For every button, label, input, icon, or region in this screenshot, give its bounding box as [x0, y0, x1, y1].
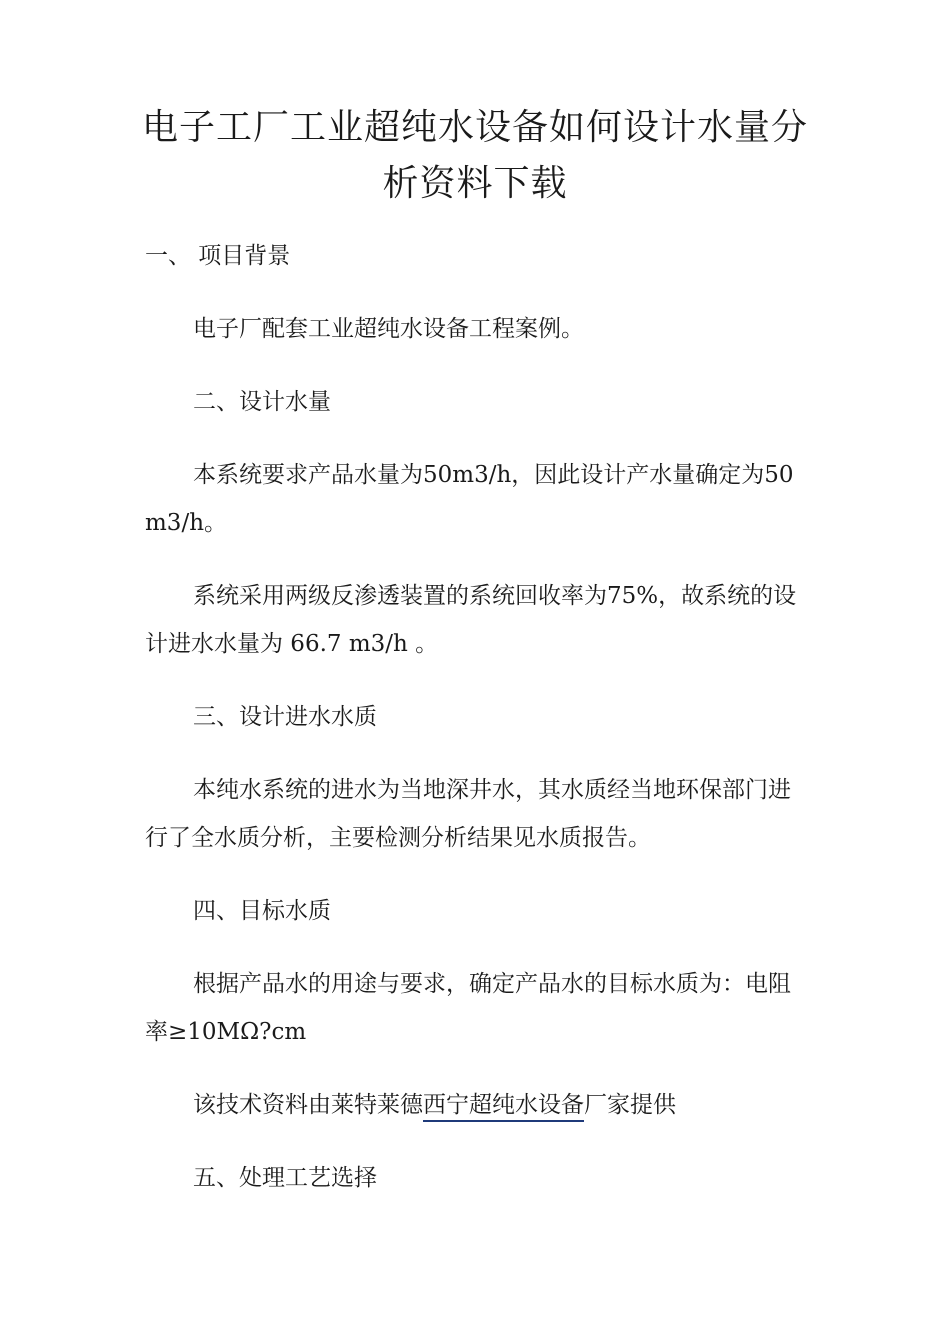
section-5-heading: 五、处理工艺选择 — [193, 1165, 377, 1191]
section-1-heading: 一、 项目背景 — [145, 243, 291, 269]
section-2-paragraph-2-line-1: 系统采用两级反渗透装置的系统回收率为75%，故系统的设 — [193, 583, 797, 609]
document-title — [120, 100, 830, 212]
section-2-paragraph-1-line-1: 本系统要求产品水量为50m3/h，因此设计产水量确定为50 — [193, 462, 794, 488]
section-3-paragraph-line-2: 行了全水质分析，主要检测分析结果见水质报告。 — [145, 825, 651, 851]
section-3-paragraph-line-1: 本纯水系统的进水为当地深井水，其水质经当地环保部门进 — [193, 777, 791, 803]
source-suffix: 厂家提供 — [584, 1092, 676, 1118]
manufacturer-link[interactable]: 西宁超纯水设备 — [423, 1092, 584, 1122]
section-3-heading: 三、设计进水水质 — [193, 704, 377, 730]
section-2-paragraph-1-line-2: m3/h。 — [145, 510, 228, 536]
section-2-heading: 二、设计水量 — [193, 389, 331, 415]
section-4-paragraph-line-2: 率≥10MΩ?cm — [145, 1019, 307, 1045]
source-prefix: 该技术资料由莱特莱德 — [193, 1092, 423, 1118]
source-credit — [193, 1090, 676, 1120]
title-line-1: 电子工厂工业超纯水设备如何设计水量分 — [141, 107, 808, 148]
title-line-2: 析资料下载 — [382, 163, 568, 204]
section-4-heading: 四、目标水质 — [193, 898, 331, 924]
section-4-paragraph-line-1: 根据产品水的用途与要求，确定产品水的目标水质为：电阻 — [193, 971, 791, 997]
section-2-paragraph-2-line-2: 计进水水量为 66.7 m3/h 。 — [145, 631, 439, 657]
section-1-paragraph: 电子厂配套工业超纯水设备工程案例。 — [193, 316, 584, 342]
